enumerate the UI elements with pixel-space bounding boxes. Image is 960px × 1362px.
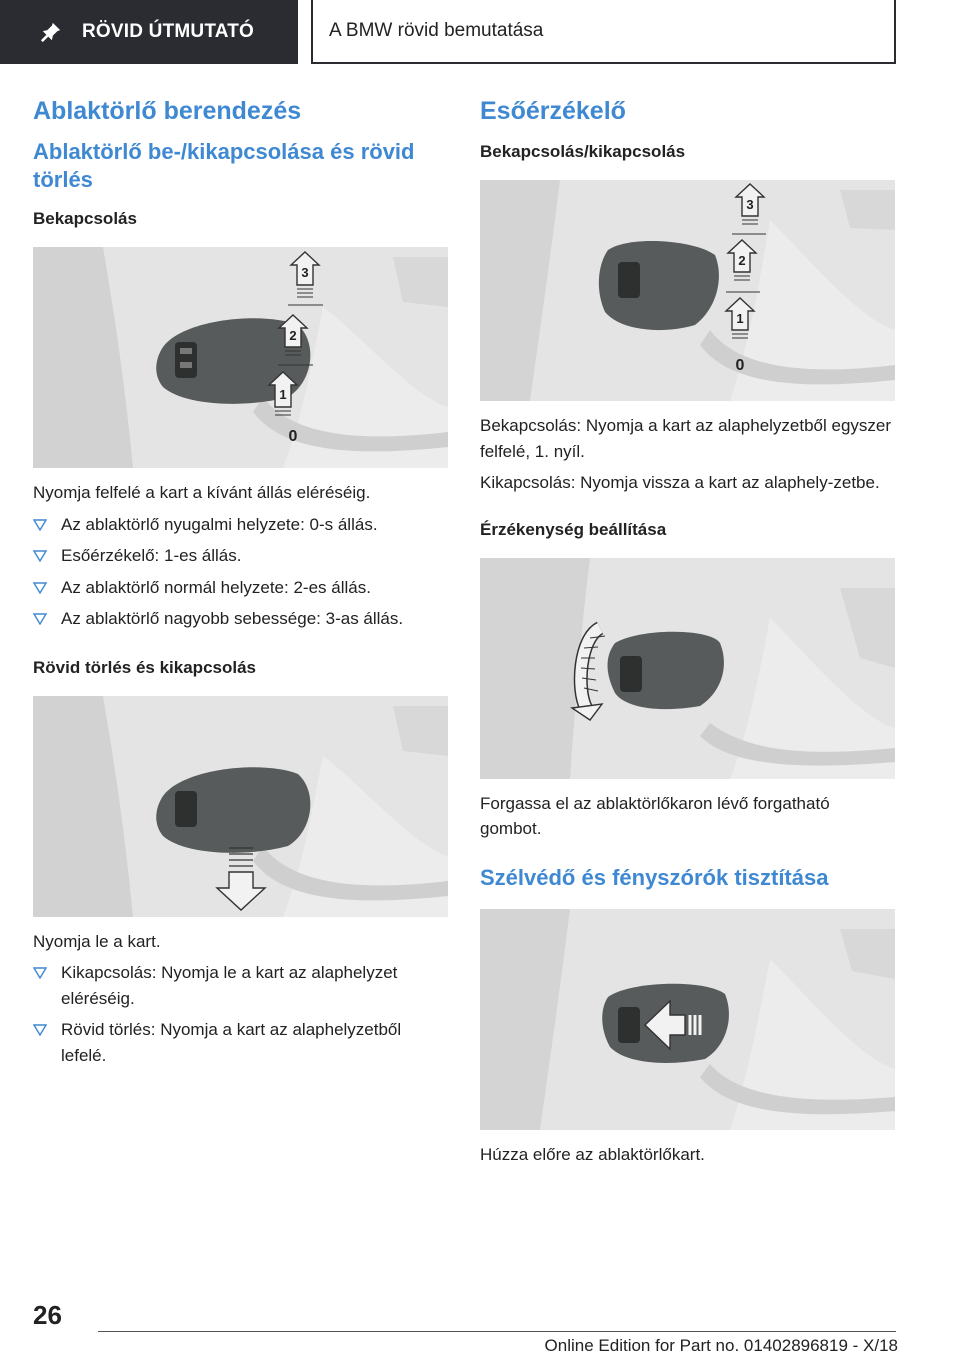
bullet-triangle-icon: [33, 550, 47, 562]
position-label-1: 1: [736, 311, 744, 326]
subsection-title-washing: Szélvédő és fényszórók tisztítása: [480, 864, 829, 890]
heading-short-wipe: Rövid törlés és kikapcsolás: [33, 657, 256, 677]
list-item: Rövid törlés: Nyomja a kart az alaphelyzetből lefelé.: [33, 1017, 448, 1068]
short-wipe-list: [33, 960, 448, 1068]
heading-sensitivity: Érzékenység beállítása: [480, 519, 667, 539]
subsection-title-wiper-onoff: Ablaktörlő be-/kikapcsolása és rövid törlés: [33, 139, 415, 192]
list-item: Kikapcsolás: Nyomja le a kart az alaphelyzet eléréséig.: [33, 960, 448, 1011]
position-label-1: 1: [279, 387, 287, 402]
list-item: Esőérzékelő: 1-es állás.: [33, 543, 448, 569]
caption-push-down: Nyomja le a kart.: [33, 931, 161, 951]
bullet-triangle-icon: [33, 1024, 47, 1036]
figure-wiper-lever-down: [33, 696, 448, 917]
chapter-title: A BMW rövid bemutatása: [311, 0, 896, 64]
bullet-triangle-icon: [33, 519, 47, 531]
figure-wiper-lever-pull: [480, 909, 895, 1130]
paragraph-rain-off: Kikapcsolás: Nyomja vissza a kart az alaphely-zetbe.: [480, 473, 880, 492]
position-label-0: 0: [735, 357, 745, 374]
left-column: [33, 96, 448, 1068]
positions-list: [33, 512, 448, 632]
figure-sensitivity-knob: [480, 558, 895, 779]
figure-rain-sensor-lever: [480, 180, 895, 401]
paragraph-rain-on: Bekapcsolás: Nyomja a kart az alaphelyzetből egyszer felfelé, 1. nyíl.: [480, 416, 892, 461]
bullet-triangle-icon: [33, 613, 47, 625]
bullet-triangle-icon: [33, 967, 47, 979]
heading-rain-onoff: Bekapcsolás/kikapcsolás: [480, 142, 686, 161]
section-title-wiper: Ablaktörlő berendezés: [33, 97, 302, 125]
caption-push-up: Nyomja felfelé a kart a kívánt állás eléréséig.: [33, 483, 371, 502]
page-number: 26: [33, 1300, 62, 1330]
footer-divider: [98, 1331, 896, 1332]
bullet-triangle-icon: [33, 582, 47, 594]
section-title-rain-sensor: Esőérzékelő: [480, 97, 626, 125]
position-label-3: 3: [746, 197, 754, 212]
heading-switch-on: Bekapcsolás: [33, 209, 137, 228]
caption-rotate-knob: Forgassa el az ablaktörlőkaron lévő forgatható gombot.: [480, 793, 830, 838]
position-label-2: 2: [738, 253, 746, 268]
caption-pull-forward: Húzza előre az ablaktörlőkart.: [480, 1145, 705, 1164]
right-column: [480, 96, 895, 1168]
list-item: Az ablaktörlő normál helyzete: 2-es állás.: [33, 575, 448, 601]
pin-icon: [40, 21, 62, 43]
figure-wiper-lever-up: [33, 247, 448, 468]
list-item: Az ablaktörlő nagyobb sebessége: 3-as állás.: [33, 606, 448, 632]
position-label-2: 2: [289, 328, 297, 343]
section-tab: [0, 0, 298, 64]
position-label-3: 3: [301, 265, 309, 280]
list-item: Az ablaktörlő nyugalmi helyzete: 0-s állás.: [33, 512, 448, 538]
footer-edition: Online Edition for Part no. 01402896819 - X/18: [544, 1336, 898, 1355]
section-label: RÖVID ÚTMUTATÓ: [82, 21, 255, 42]
position-label-0: 0: [288, 428, 298, 445]
